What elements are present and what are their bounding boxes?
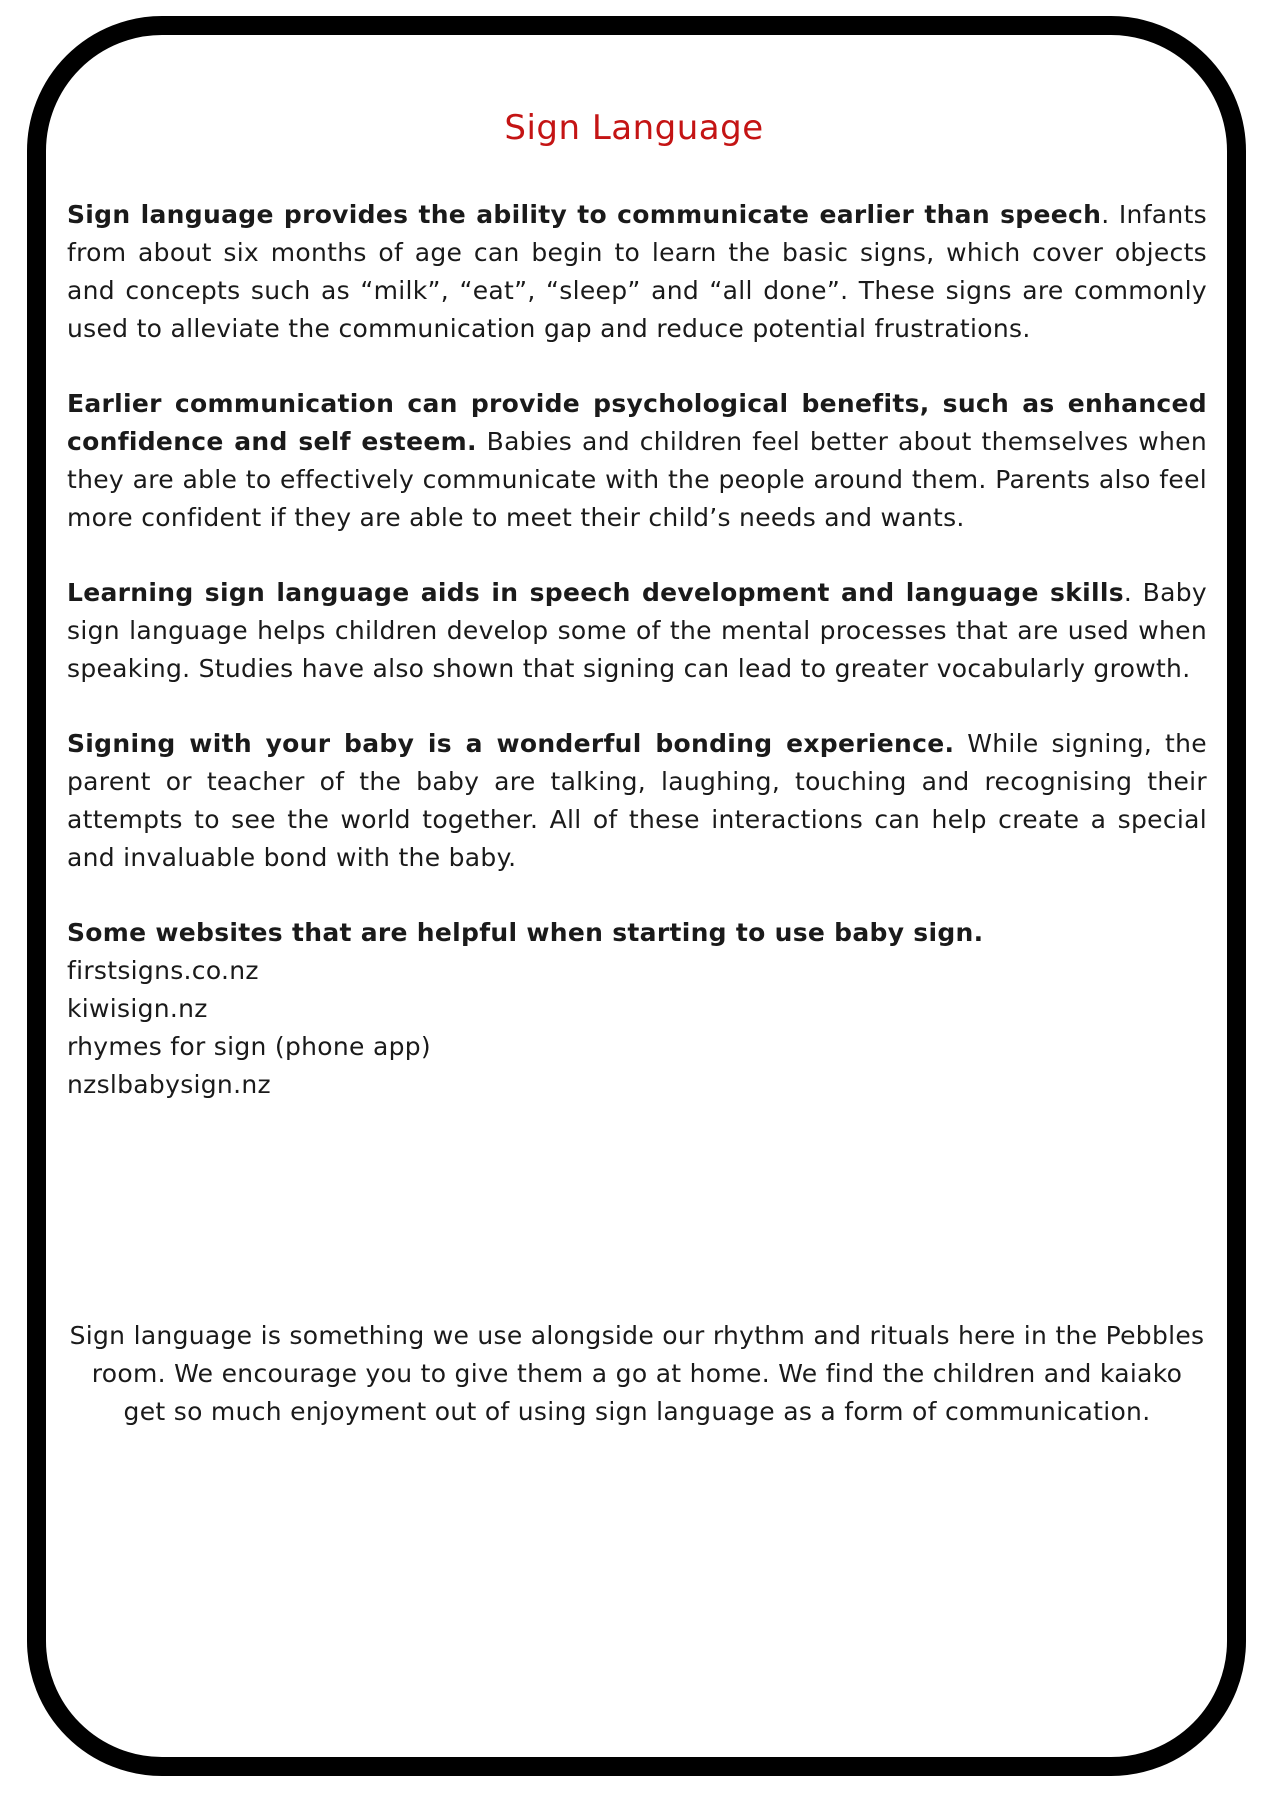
website-item: rhymes for sign (phone app)	[67, 1032, 431, 1061]
websites-heading: Some websites that are helpful when starting to use baby sign.	[67, 918, 984, 947]
paragraph-text: While signing, the parent or teacher of the baby are talking, laughing, touching and recognising their attempts to see the world together. All of these interactions can help create a special and invaluable bond with the baby.	[67, 729, 1207, 872]
websites-section	[67, 914, 1207, 1104]
paragraph-lead: Earlier communication can provide psychological benefits, such as enhanced confidence and self esteem.	[67, 389, 1207, 456]
closing-note: Sign language is something we use alongside our rhythm and rituals here in the Pebbles room. We encourage you to give them a go at home. We find the children and kaiako get so much enjoyment out of using sign language as a form of communication.	[69, 1321, 1205, 1426]
paragraph-text: . Baby sign language helps children develop some of the mental processes that are used when speaking. Studies have also shown that signing can lead to greater vocabularly growth.	[67, 578, 1207, 683]
paragraph-lead: Learning sign language aids in speech development and language skills	[67, 578, 1124, 607]
page-title: Sign Language	[504, 108, 764, 148]
website-item: nzslbabysign.nz	[67, 1070, 271, 1099]
website-item: kiwisign.nz	[67, 994, 208, 1023]
website-item: firstsigns.co.nz	[67, 956, 259, 985]
paragraph-psychological-benefits	[67, 385, 1207, 537]
paragraph-lead: Sign language provides the ability to communicate earlier than speech	[67, 200, 1102, 229]
paragraph-speech-development	[67, 574, 1207, 688]
article-body	[67, 196, 1207, 1104]
paragraph-lead: Signing with your baby is a wonderful bonding experience.	[67, 729, 955, 758]
paragraph-early-communication	[67, 196, 1207, 348]
paragraph-bonding	[67, 725, 1207, 877]
paragraph-text: . Infants from about six months of age can begin to learn the basic signs, which cover objects and concepts such as “milk”, “eat”, “sleep” and “all done”. These signs are commonly used to alleviate the communication gap and reduce potential frustrations.	[67, 200, 1207, 343]
paragraph-text: Babies and children feel better about themselves when they are able to effectively communicate with the people around them. Parents also feel more confident if they are able to meet their child’s needs and wants.	[67, 427, 1207, 532]
